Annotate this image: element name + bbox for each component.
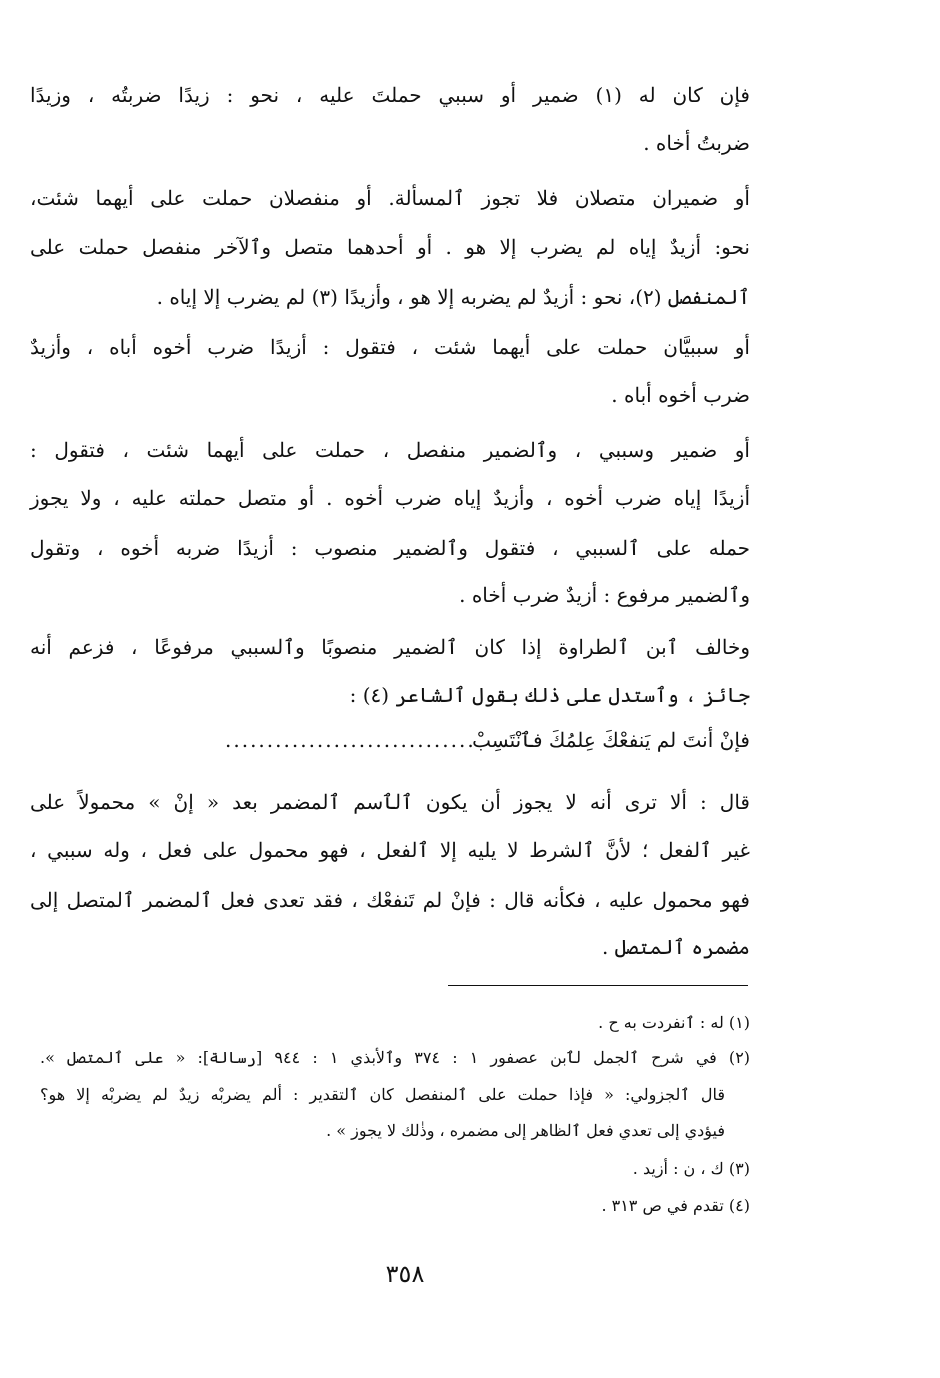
body-line: وٱلضمير مرفوع : أزيدٌ ضرب أخاه .	[459, 583, 750, 607]
footnote: (٤) تقدم في ص ٣١٣ .	[601, 1196, 750, 1215]
body-line: نحو: أزيدٌ إياه لم يضرب إلا هو . أو أحدهما متصل وٱلآخر منفصل حملت على	[30, 235, 750, 259]
body-line: أو سببيَّان حملت على أيهما شئت ، فتقول : أزيدًا ضرب أخوه أباه ، وأزيدٌ	[30, 335, 750, 359]
body-line: حمله على ٱلسببي ، فتقول وٱلضمير منصوب : أزيدًا ضربه أخوه ، وتقول	[30, 536, 750, 560]
body-line: أو ضميران متصلان فلا تجوز ٱلمسألة. أو منفصلان حملت على أيهما شئت،	[30, 186, 750, 210]
footnote-separator	[448, 985, 748, 986]
body-line: أزيدًا إياه ضرب أخوه ، وأزيدٌ إياه ضرب أخوه . أو متصل حملته عليه ، ولا يجوز	[30, 486, 750, 510]
body-line: ضربتُ أخاه .	[643, 131, 750, 155]
page-number: ٣٥٨	[385, 1260, 425, 1288]
body-line: أو ضمير وسببي ، وٱلضمير منفصل ، حملت على أيهما شئت ، فتقول :	[30, 438, 750, 462]
footnote: (٢) في شرح ٱلجمل لٱبن عصفور ١ : ٣٧٤ وٱلأبذي ١ : ٩٤٤ [رسالة]: « على ٱلمتصل ».	[40, 1048, 751, 1067]
body-line: غير ٱلفعل ؛ لأنَّ ٱلشرط لا يليه إلا ٱلفعل ، فهو محمول على فعل ، وله سببي ،	[30, 838, 750, 862]
verse-dots: ..............................	[225, 728, 476, 752]
body-line: قال : ألا ترى أنه لا يجوز أن يكون ٱلٱسم ٱلمضمر بعد « إنْ » محمولاً على	[30, 790, 750, 814]
body-line: ٱلمنفصل (٢)، نحو : أزيدٌ لم يضربه إلا هو ، وأزيدًا (٣) لم يضرب إلا إياه .	[156, 285, 750, 309]
footnote: قال ٱلجزولي: « فإذا حملت على ٱلمنفصل كان ٱلتقدير : ألم يضربْه زيدٌ لم يضربْه إلا هو؟	[40, 1085, 725, 1104]
footnote: (٣) ك ، ن : أزيد .	[632, 1159, 750, 1178]
body-line: وخالف ٱبن ٱلطراوة إذا كان ٱلضمير منصوبًا وٱلسببي مرفوعًا ، فزعم أنه	[30, 635, 750, 659]
verse-line: فإنْ أنتَ لم يَنفعْكَ عِلمُكَ فٱنْتَسِبْ	[472, 728, 750, 752]
body-line: فهو محمول عليه ، فكأنه قال : فإنْ لم تَنفعْك ، فقد تعدى فعل ٱلمضمر ٱلمتصل إلى	[30, 888, 750, 912]
footnote: فيؤدي إلى تعدي فعل ٱلظاهر إلى مضمره ، وذٰلك لا يجوز » .	[326, 1121, 725, 1140]
body-line: جائز ، وٱستدل على ذٰلك بقول ٱلشاعر (٤) :	[349, 683, 750, 707]
body-line: ضرب أخوه أباه .	[611, 383, 750, 407]
footnote: (١) له : ٱنفردت به ح .	[598, 1013, 750, 1032]
body-line: مضمره ٱلمتصل .	[602, 935, 750, 959]
body-line: فإن كان له (١) ضمير أو سببي حملتَ عليه ، نحو : زيدًا ضربتُه ، وزيدًا	[30, 83, 750, 107]
